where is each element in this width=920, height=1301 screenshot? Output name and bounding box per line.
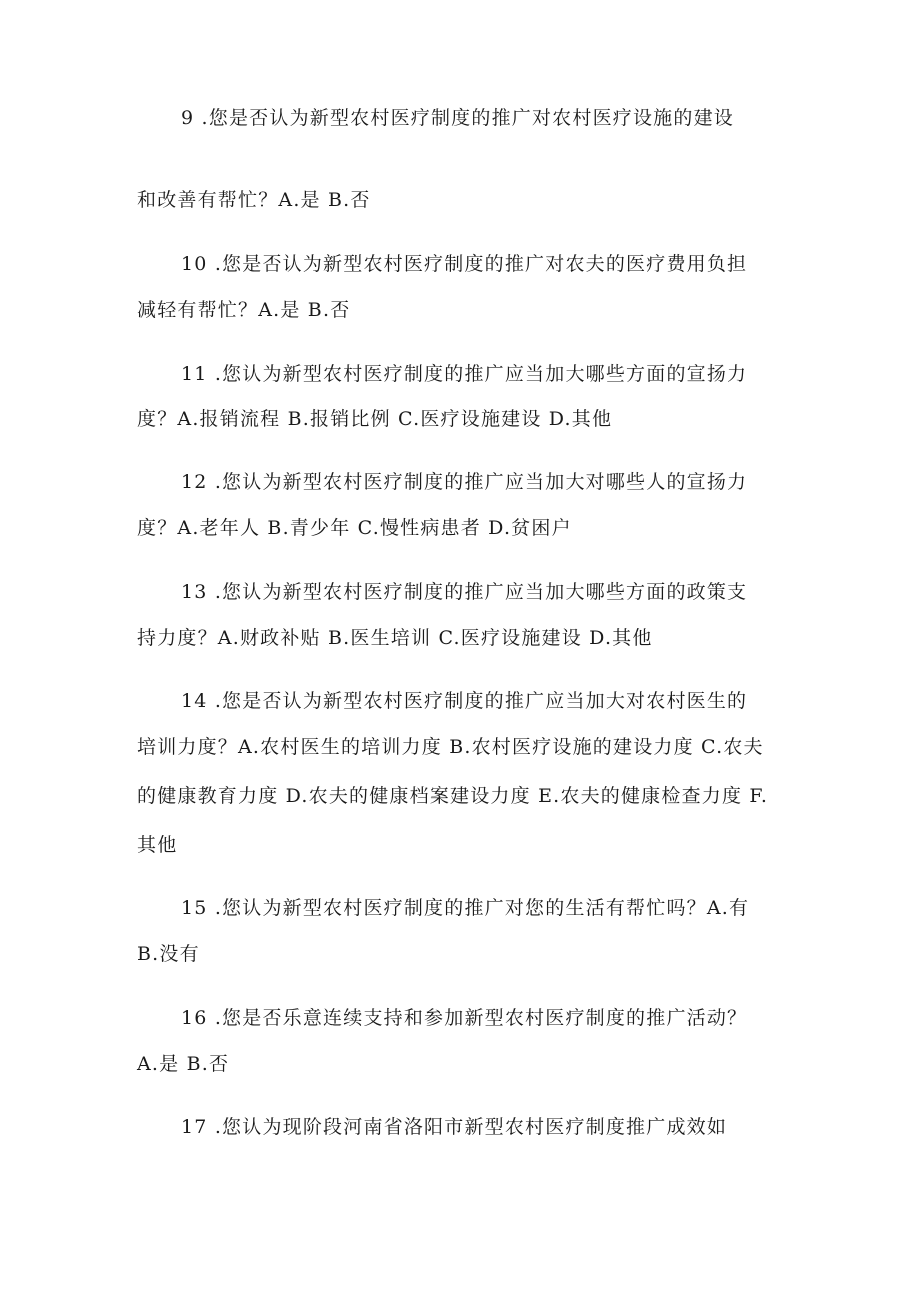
question-15-line-2: B.没有 [137,943,200,965]
question-16-line-1: 16 .您是否乐意连续支持和参加新型农村医疗制度的推广活动？ [181,1007,748,1029]
question-14-line-1: 14 .您是否认为新型农村医疗制度的推广应当加大对农村医生的 [181,690,748,712]
question-17-line-1: 17 .您认为现阶段河南省洛阳市新型农村医疗制度推广成效如 [181,1116,728,1138]
question-15-line-1: 15 .您认为新型农村医疗制度的推广对您的生活有帮忙吗？A.有 [181,897,750,919]
question-12-line-1: 12 .您认为新型农村医疗制度的推广应当加大对哪些人的宣扬力 [181,471,748,493]
question-10-line-1: 10 .您是否认为新型农村医疗制度的推广对农夫的医疗费用负担 [181,253,748,275]
question-14-line-2: 培训力度？A.农村医生的培训力度 B.农村医疗设施的建设力度 C.农夫 [137,736,764,758]
question-12-line-2: 度？A.老年人 B.青少年 C.慢性病患者 D.贫困户 [137,517,572,539]
question-13-line-2: 持力度？A.财政补贴 B.医生培训 C.医疗设施建设 D.其他 [137,627,653,649]
question-16-line-2: A.是 B.否 [137,1053,230,1075]
question-9-line-2: 和改善有帮忙？A.是 B.否 [137,189,371,211]
question-14-line-3: 的健康教育力度 D.农夫的健康档案建设力度 E.农夫的健康检查力度 F. [137,785,769,807]
question-14-line-4: 其他 [137,834,178,856]
question-9-line-1: 9 .您是否认为新型农村医疗制度的推广对农村医疗设施的建设 [181,107,734,129]
question-11-line-1: 11 .您认为新型农村医疗制度的推广应当加大哪些方面的宣扬力 [181,363,748,385]
question-10-line-2: 减轻有帮忙？A.是 B.否 [137,299,351,321]
question-13-line-1: 13 .您认为新型农村医疗制度的推广应当加大哪些方面的政策支 [181,581,748,603]
question-11-line-2: 度？A.报销流程 B.报销比例 C.医疗设施建设 D.其他 [137,408,613,430]
